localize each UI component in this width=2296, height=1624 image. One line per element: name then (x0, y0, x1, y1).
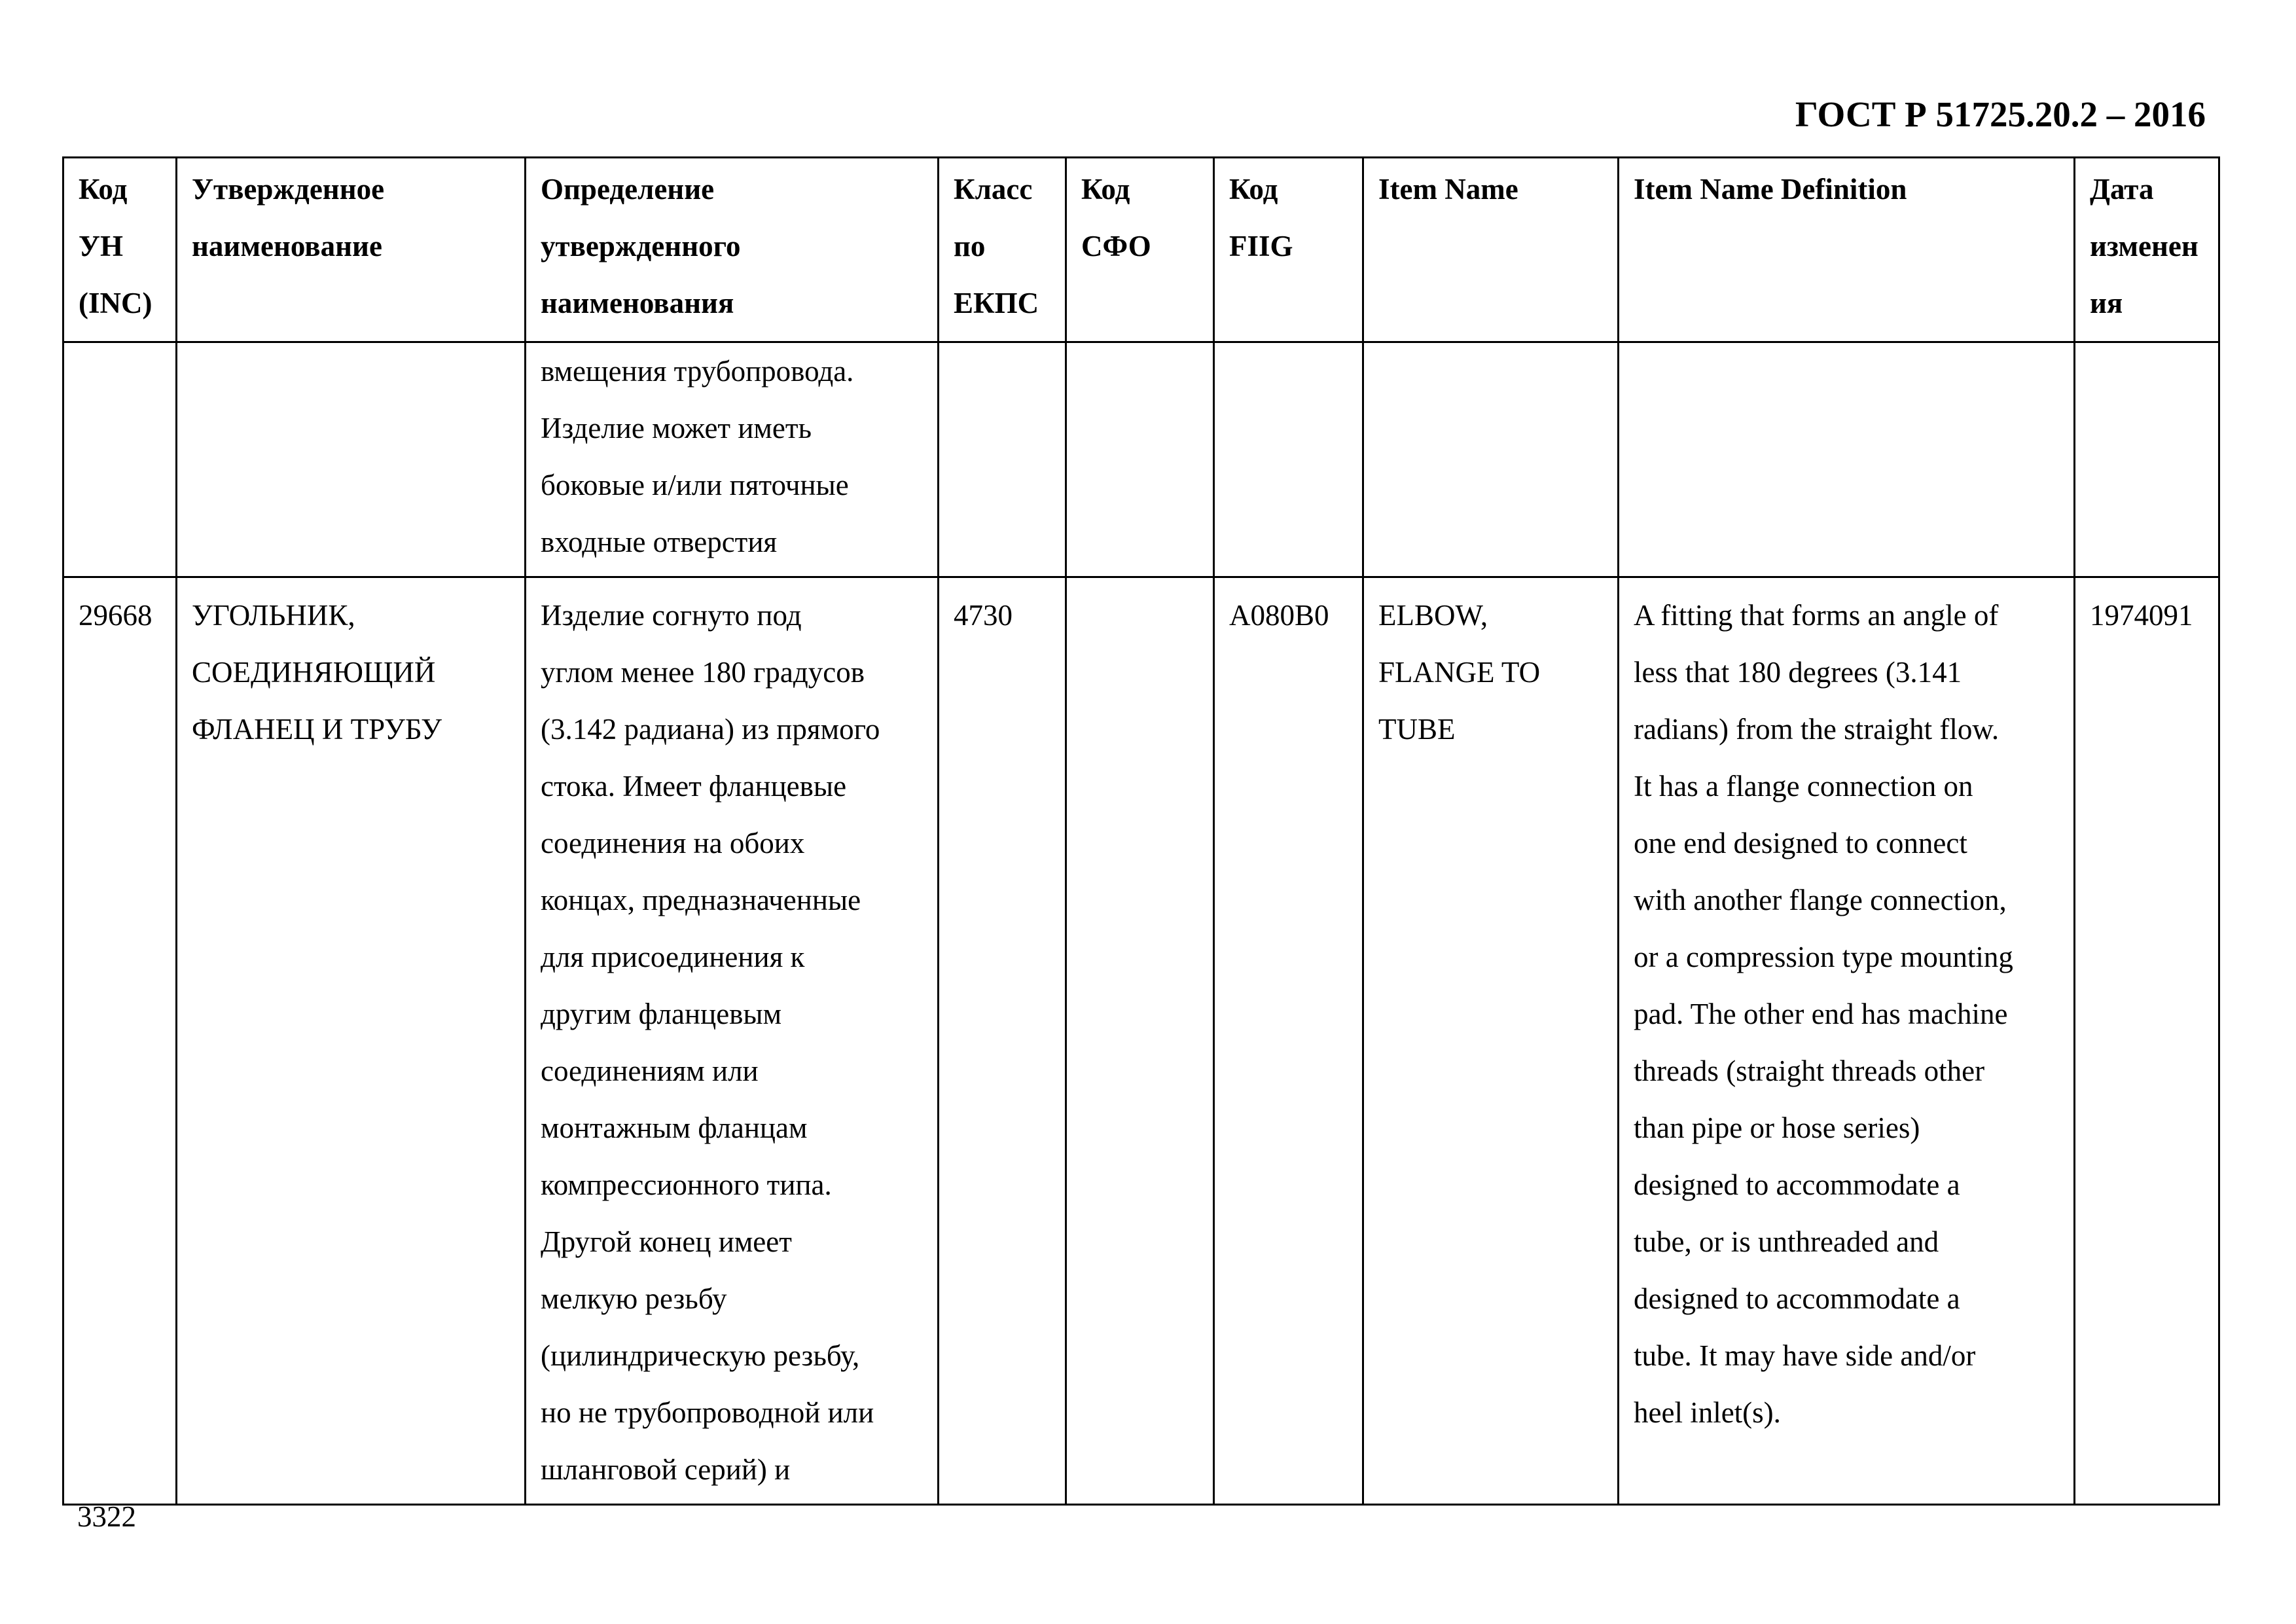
cell-sfo-code (1066, 342, 1214, 577)
nomenclature-table (62, 156, 2220, 1506)
col-header-item-name: Item Name (1363, 158, 1619, 342)
col-header-definition: Определение утвержденного наименования (526, 158, 939, 342)
cell-definition: Изделие согнуто под углом менее 180 градусов (3.142 радиана) из прямого стока. Имеет фланцевые соединения на обоих концах, предназначенные для присоединения к другим фланцевым соединениям или монтажным фланцам компрессионного типа. Другой конец имеет мелкую резьбу (цилиндрическую резьбу, но не трубопроводной или шланговой серий) и (526, 577, 939, 1505)
table-row (63, 577, 2219, 1505)
col-header-approved-name: Утвержденное наименование (177, 158, 526, 342)
document-header: ГОСТ Р 51725.20.2 – 2016 (1795, 94, 2206, 134)
cell-fiig-code: A080B0 (1214, 577, 1363, 1505)
cell-item-name: ELBOW, FLANGE TO TUBE (1363, 577, 1619, 1505)
col-header-ekps-class: Класс по ЕКПС (939, 158, 1066, 342)
page-number: 3322 (77, 1500, 136, 1533)
cell-approved-name (177, 342, 526, 577)
cell-ekps-class: 4730 (939, 577, 1066, 1505)
cell-item-name-definition (1619, 342, 2075, 577)
col-header-fiig-code: Код FIIG (1214, 158, 1363, 342)
cell-inc: 29668 (63, 577, 177, 1505)
table-row-continuation (63, 342, 2219, 577)
cell-fiig-code (1214, 342, 1363, 577)
cell-item-name-definition: A fitting that forms an angle of less that 180 degrees (3.141 radians) from the straight flow. It has a flange connection on one end designed to connect with another flange connection, or a compression type mounting pad. The other end has machine threads (straight threads other than pipe or hose series) designed to accommodate a tube, or is unthreaded and designed to accommodate a tube. It may have side and/or heel inlet(s). (1619, 577, 2075, 1505)
cell-inc (63, 342, 177, 577)
col-header-sfo-code: Код СФО (1066, 158, 1214, 342)
cell-change-date: 1974091 (2075, 577, 2219, 1505)
cell-sfo-code (1066, 577, 1214, 1505)
cell-change-date (2075, 342, 2219, 577)
cell-definition: вмещения трубопровода. Изделие может иметь боковые и/или пяточные входные отверстия (526, 342, 939, 577)
col-header-item-name-definition: Item Name Definition (1619, 158, 2075, 342)
col-header-inc: Код УН (INC) (63, 158, 177, 342)
col-header-change-date: Дата изменен ия (2075, 158, 2219, 342)
cell-approved-name: УГОЛЬНИК, СОЕДИНЯЮЩИЙ ФЛАНЕЦ И ТРУБУ (177, 577, 526, 1505)
cell-item-name (1363, 342, 1619, 577)
table-header-row (63, 158, 2219, 342)
cell-ekps-class (939, 342, 1066, 577)
